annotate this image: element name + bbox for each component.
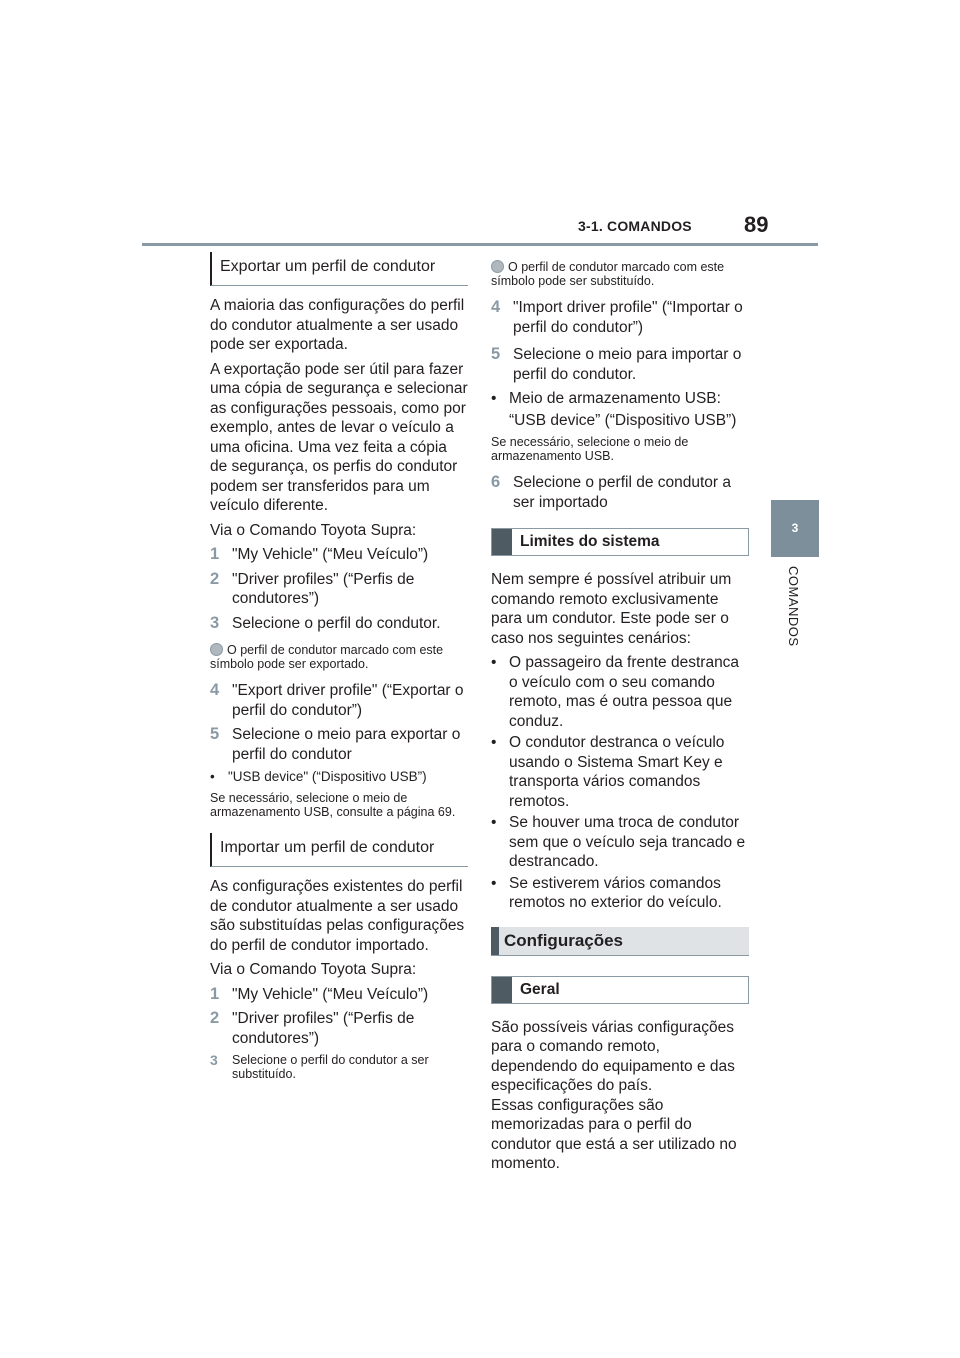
usb-small-note: Se necessário, selecione o meio de armazenamento USB. [491, 435, 689, 463]
export-paragraph-2: A exportação pode ser útil para fazer uma cópia de segurança e selecionar as configurações pessoais, como por exemplo, antes de levar o veículo a uma oficina. Uma vez feita a cópia de segurança, os perfis do condutor podem ser transferidos para um veículo diferente. [210, 360, 468, 514]
import-step: 4 "Import driver profile" (“Importar o perfil do condutor”) [491, 298, 743, 336]
right-column [491, 252, 749, 1179]
export-bullet: • "USB device" (“Dispositivo USB”) [210, 769, 427, 784]
geral-heading: Geral [491, 976, 749, 1004]
import-step: 6 Selecione o perfil de condutor a ser importado [491, 473, 732, 511]
left-column [210, 252, 468, 1086]
page-number: 89 [744, 212, 769, 237]
export-step: 2 "Driver profiles" (“Perfis de condutores”) [210, 569, 415, 607]
limits-bullet: • Se estiverem vários comandos remotos no exterior do veículo. [491, 874, 722, 911]
header-divider [142, 243, 818, 246]
usb-device: “USB device” (“Dispositivo USB”) [509, 411, 737, 429]
limits-bullet: • O condutor destranca o veículo usando o Sistema Smart Key e transporta vários comandos remotos. [491, 734, 725, 810]
import-note: O perfil de condutor marcado com este símbolo pode ser substituído. [491, 260, 725, 288]
import-step: 1 "My Vehicle" (“Meu Veículo”) [210, 984, 429, 1003]
limits-bullet: • O passageiro da frente destranca o veículo com o seu comando remoto, mas é outra pessoa que conduz. [491, 654, 740, 730]
import-heading: Importar um perfil de condutor [210, 833, 468, 867]
profile-symbol-icon [210, 643, 223, 656]
export-via: Via o Comando Toyota Supra: [210, 521, 417, 539]
limits-heading: Limites do sistema [491, 528, 749, 556]
export-small-note: Se necessário, selecione o meio de armazenamento USB, consulte a página 69. [210, 791, 456, 819]
export-step: 3 Selecione o perfil do condutor. [210, 613, 441, 632]
config-heading: Configurações [491, 927, 749, 956]
export-note: O perfil de condutor marcado com este símbolo pode ser exportado. [210, 643, 444, 671]
export-paragraph-1: A maioria das configurações do perfil do condutor atualmente a ser usado pode ser exportada. [210, 297, 465, 353]
export-step: 1 "My Vehicle" (“Meu Veículo”) [210, 545, 429, 563]
import-via: Via o Comando Toyota Supra: [210, 961, 417, 978]
usb-bullet: • Meio de armazenamento USB: [491, 390, 721, 407]
limits-bullet: • Se houver uma troca de condutor sem que o veículo seja trancado e destrancado. [491, 814, 746, 870]
export-heading: Exportar um perfil de condutor [210, 252, 468, 286]
import-step: 2 "Driver profiles" (“Perfis de condutores”) [210, 1009, 415, 1047]
chapter-tab: 3 [771, 500, 819, 557]
export-step: 4 "Export driver profile" (“Exportar o perfil do condutor”) [210, 681, 464, 719]
section-title: 3-1. COMANDOS [578, 218, 692, 234]
export-step: 5 Selecione o meio para exportar o perfil do condutor [210, 725, 461, 763]
geral-paragraph-2: Essas configurações são memorizadas para o perfil do condutor que está a ser utilizado no momento. [491, 1096, 737, 1172]
limits-paragraph: Nem sempre é possível atribuir um comando remoto exclusivamente para um condutor. Este pode ser o caso nos seguintes cenários: [491, 571, 732, 647]
import-step: 5 Selecione o meio para importar o perfil do condutor. [491, 345, 742, 383]
chapter-tab-label: COMANDOS [786, 566, 801, 647]
import-step: 3 Selecione o perfil do condutor a ser substituído. [210, 1052, 429, 1081]
profile-symbol-icon [491, 260, 504, 273]
import-paragraph: As configurações existentes do perfil de condutor atualmente a ser usado são substituídas pelas configurações do perfil de condutor importado. [210, 878, 465, 954]
geral-paragraph-1: São possíveis várias configurações para o comando remoto, dependendo do equipamento e das especificações do país. [491, 1018, 735, 1094]
